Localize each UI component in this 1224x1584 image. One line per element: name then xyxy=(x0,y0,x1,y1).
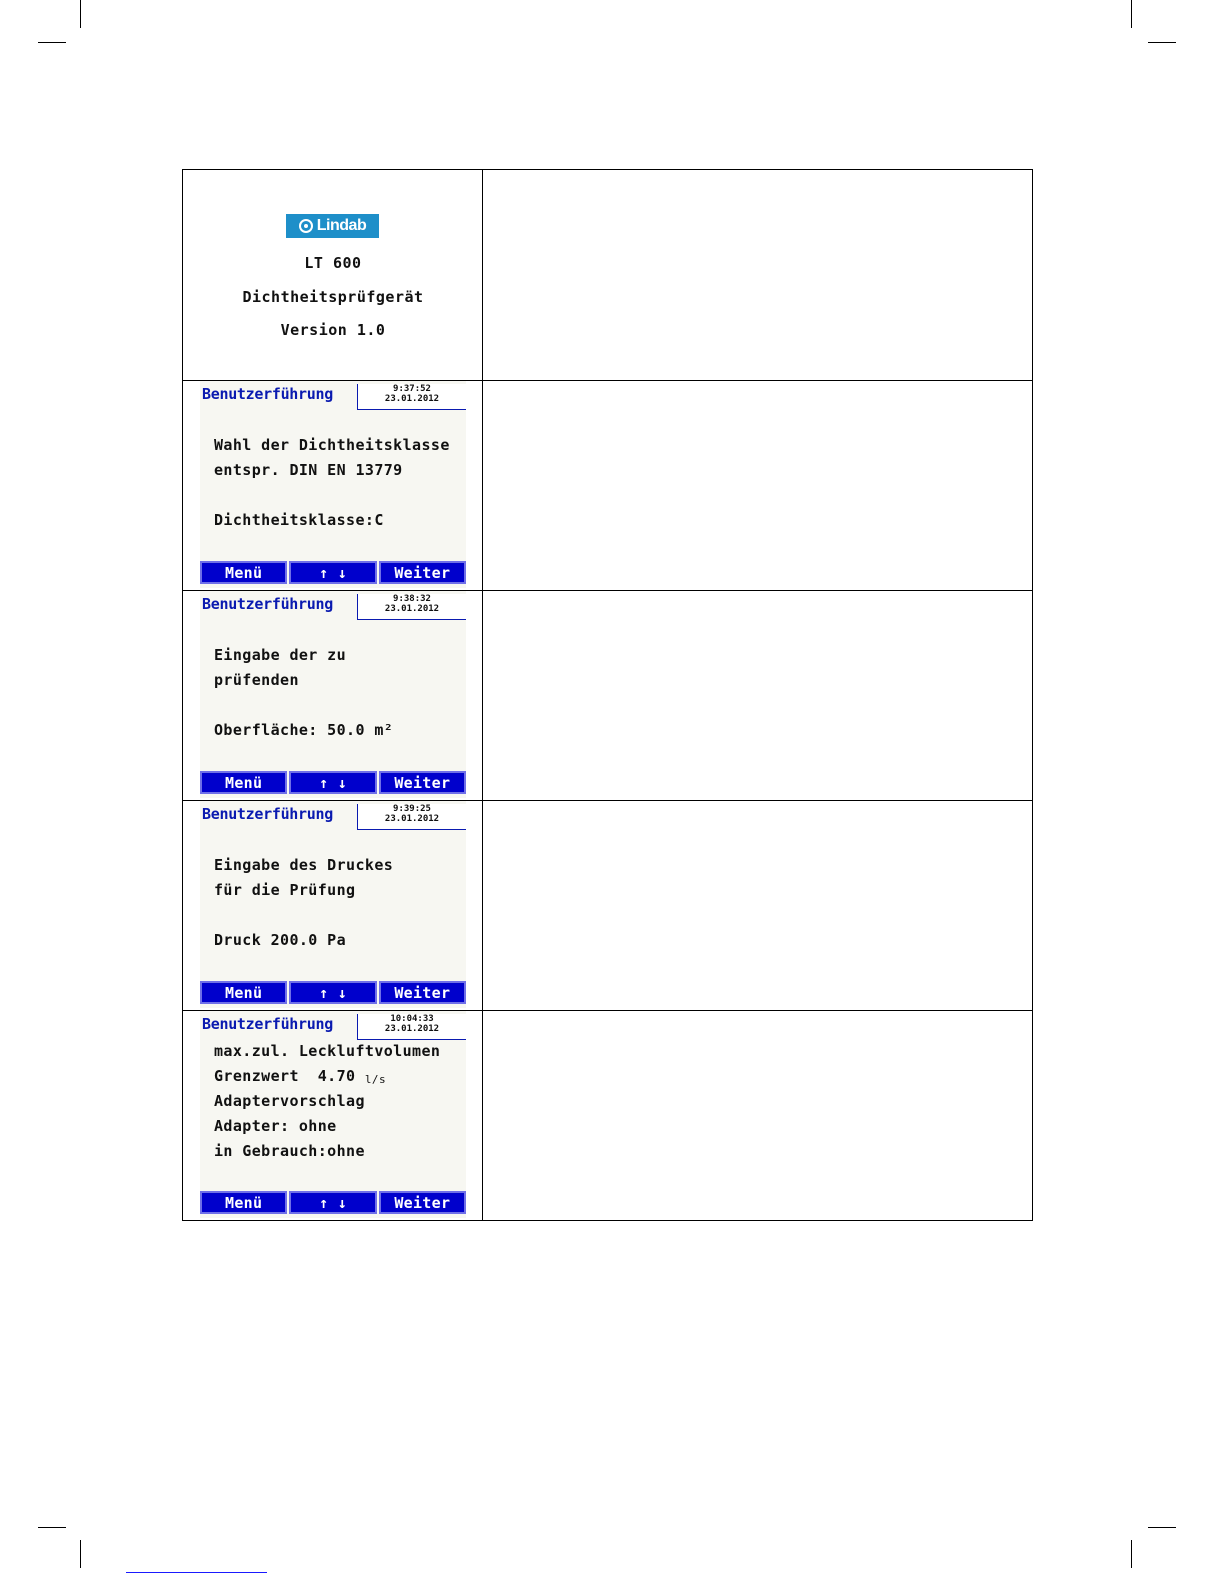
clock-display xyxy=(357,804,466,830)
crop-mark xyxy=(1148,1527,1176,1528)
crop-mark xyxy=(1148,42,1176,43)
device-screen xyxy=(183,381,482,590)
screen-line: in Gebrauch:ohne xyxy=(214,1142,365,1160)
lindab-mark-icon xyxy=(299,219,313,233)
softkey-bar xyxy=(200,1191,466,1214)
table-row xyxy=(183,801,1033,1011)
menu-button[interactable]: Menü xyxy=(200,1191,287,1214)
menu-button[interactable]: Menü xyxy=(200,981,287,1004)
description-cell xyxy=(483,1011,1033,1221)
menu-button[interactable]: Menü xyxy=(200,561,287,584)
table-row xyxy=(183,381,1033,591)
unit-label: l/s xyxy=(364,1073,386,1086)
screen-line: Adapter: ohne xyxy=(214,1117,337,1135)
device-screen xyxy=(183,591,482,800)
screen-table xyxy=(182,169,1033,1221)
screen-title: Benutzerführung xyxy=(202,1015,333,1033)
logo-text: Lindab xyxy=(316,217,367,234)
clock-date: 23.01.2012 xyxy=(384,814,440,824)
up-down-button[interactable]: ↑ ↓ xyxy=(289,771,376,794)
screen-line: Eingabe der zu xyxy=(214,646,347,664)
screen-line: prüfenden xyxy=(214,671,299,689)
screen-line: max.zul. Leckluftvolumen xyxy=(214,1042,441,1060)
description-cell xyxy=(483,591,1033,801)
screen-cell xyxy=(183,381,483,591)
screen-cell xyxy=(183,801,483,1011)
splash-cell xyxy=(183,170,483,381)
table-row xyxy=(183,170,1033,381)
softkey-bar xyxy=(200,981,466,1004)
next-button[interactable]: Weiter xyxy=(379,1191,466,1214)
limit-value: Grenzwert 4.70 xyxy=(214,1067,356,1085)
crop-mark xyxy=(38,42,66,43)
screen-line xyxy=(214,1067,386,1085)
up-down-button[interactable]: ↑ ↓ xyxy=(289,1191,376,1214)
version-text: Version 1.0 xyxy=(280,321,386,339)
crop-mark xyxy=(80,0,81,28)
menu-button[interactable]: Menü xyxy=(200,771,287,794)
clock-display xyxy=(357,1014,466,1040)
up-down-button[interactable]: ↑ ↓ xyxy=(289,561,376,584)
device-screen xyxy=(183,1011,482,1220)
screen-line: Oberfläche: 50.0 m² xyxy=(214,721,394,739)
next-button[interactable]: Weiter xyxy=(379,981,466,1004)
next-button[interactable]: Weiter xyxy=(379,771,466,794)
clock-display xyxy=(357,384,466,410)
screen-line: Dichtheitsklasse:C xyxy=(214,511,384,529)
screen-line: entspr. DIN EN 13779 xyxy=(214,461,403,479)
crop-mark xyxy=(80,1540,81,1568)
up-down-button[interactable]: ↑ ↓ xyxy=(289,981,376,1004)
crop-mark xyxy=(38,1527,66,1528)
clock-time: 9:38:32 xyxy=(393,594,431,604)
description-cell xyxy=(483,381,1033,591)
footer-rule xyxy=(126,1572,267,1573)
softkey-bar xyxy=(200,561,466,584)
clock-time: 10:04:33 xyxy=(390,1014,434,1024)
screen-panel xyxy=(200,801,466,1008)
screen-title: Benutzerführung xyxy=(202,805,333,823)
clock-time: 9:39:25 xyxy=(393,804,431,814)
device-name: Dichtheitsprüfgerät xyxy=(242,288,424,306)
splash-screen xyxy=(183,170,482,380)
screen-line: Adaptervorschlag xyxy=(214,1092,365,1110)
next-button[interactable]: Weiter xyxy=(379,561,466,584)
clock-date: 23.01.2012 xyxy=(384,1024,440,1034)
clock-time: 9:37:52 xyxy=(393,384,431,394)
screen-line: Druck 200.0 Pa xyxy=(214,931,347,949)
screen-line: Eingabe des Druckes xyxy=(214,856,394,874)
table-row xyxy=(183,1011,1033,1221)
clock-display xyxy=(357,594,466,620)
screen-title: Benutzerführung xyxy=(202,595,333,613)
screen-panel xyxy=(200,381,466,588)
screen-line: Wahl der Dichtheitsklasse xyxy=(214,436,450,454)
softkey-bar xyxy=(200,771,466,794)
clock-date: 23.01.2012 xyxy=(384,604,440,614)
model-name: LT 600 xyxy=(304,254,362,272)
screen-cell xyxy=(183,591,483,801)
device-screen xyxy=(183,801,482,1010)
description-cell xyxy=(483,801,1033,1011)
crop-mark xyxy=(1131,1540,1132,1568)
description-cell xyxy=(483,170,1033,381)
screen-cell xyxy=(183,1011,483,1221)
table-row xyxy=(183,591,1033,801)
clock-date: 23.01.2012 xyxy=(384,394,440,404)
screen-panel xyxy=(200,591,466,798)
screen-title: Benutzerführung xyxy=(202,385,333,403)
lindab-logo xyxy=(286,214,379,238)
screen-line: für die Prüfung xyxy=(214,881,356,899)
crop-mark xyxy=(1131,0,1132,28)
